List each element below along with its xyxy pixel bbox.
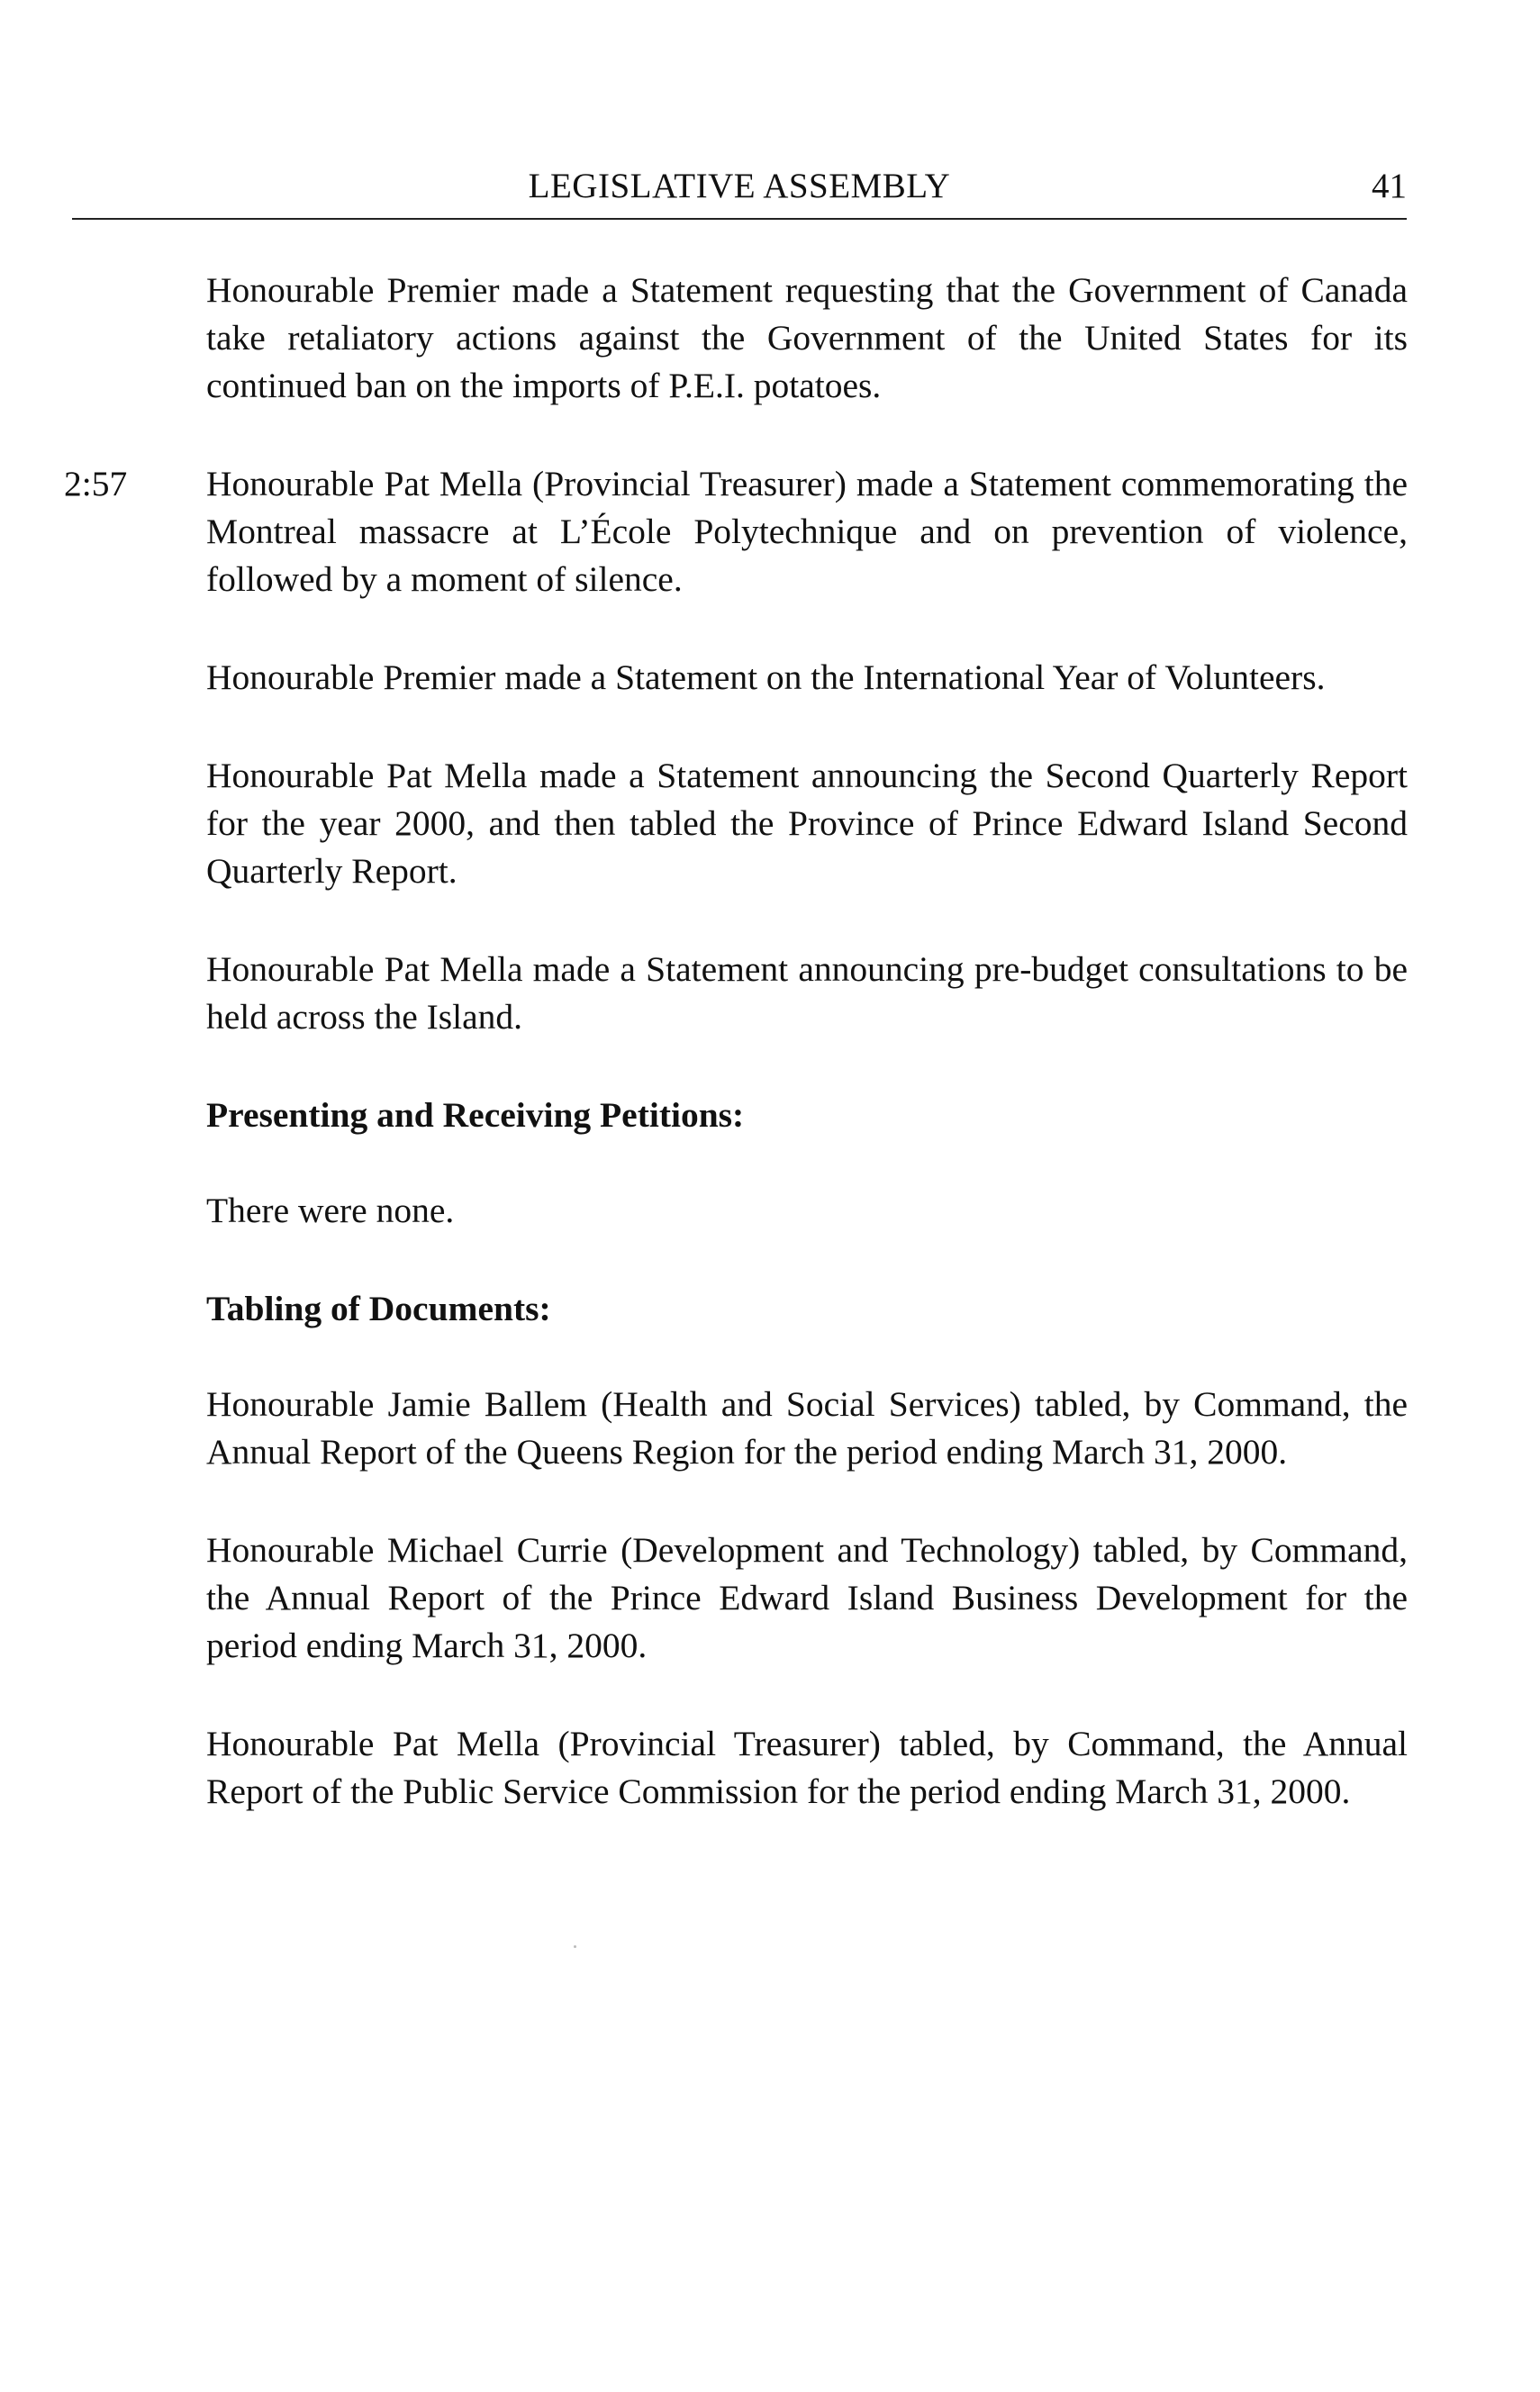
petitions-heading: Presenting and Receiving Petitions: (206, 1095, 745, 1135)
statement-paragraph: Honourable Premier made a Statement requesting that the Government of Canada take retaliatory actions against the Government of the United States for its continued ban on the imports of P.E.I. potatoes. (206, 270, 1408, 405)
statement-paragraph-timed (64, 460, 1408, 603)
header-rule (72, 218, 1407, 220)
header-title: LEGISLATIVE ASSEMBLY (528, 167, 951, 205)
time-marker: 2:57 (64, 464, 128, 503)
statement-text: Honourable Pat Mella (Provincial Treasurer) made a Statement commemorating the Montreal massacre at L’École Polytechnique and on prevention of violence, followed by a moment of silence. (206, 464, 1408, 599)
running-header (72, 165, 1407, 219)
tabling-paragraph: Honourable Pat Mella (Provincial Treasurer) tabled, by Command, the Annual Report of the Public Service Commission for the period ending March 31, 2000. (206, 1724, 1408, 1811)
body-text (64, 267, 1408, 1866)
petitions-text: There were none. (206, 1191, 455, 1230)
statement-paragraph: Honourable Pat Mella made a Statement announcing the Second Quarterly Report for the year 2000, and then tabled the Province of Prince Edward Island Second Quarterly Report. (206, 756, 1408, 891)
statement-paragraph: Honourable Pat Mella made a Statement announcing pre-budget consultations to be held across the Island. (206, 949, 1408, 1037)
statement-paragraph: Honourable Premier made a Statement on the International Year of Volunteers. (206, 657, 1326, 697)
tabling-paragraph: Honourable Michael Currie (Development and Technology) tabled, by Command, the Annual Report of the Prince Edward Island Business Development for the period ending March 31, 2000. (206, 1530, 1408, 1665)
tabling-paragraph: Honourable Jamie Ballem (Health and Social Services) tabled, by Command, the Annual Report of the Queens Region for the period ending March 31, 2000. (206, 1384, 1408, 1472)
tabling-heading: Tabling of Documents: (206, 1289, 551, 1328)
scan-speck (574, 1945, 576, 1948)
page-number: 41 (1372, 167, 1407, 205)
